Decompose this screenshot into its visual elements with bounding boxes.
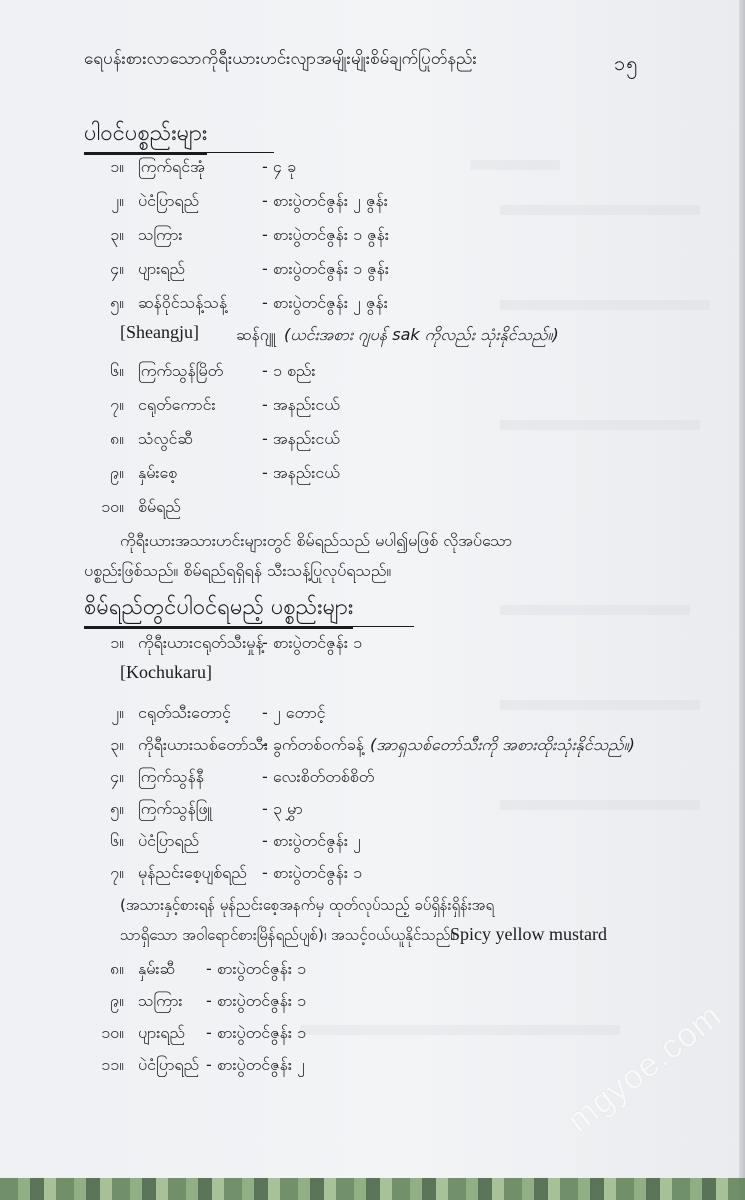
item-name: ပျားရည်: [138, 1023, 185, 1042]
item-number: ၁။: [110, 157, 124, 176]
item-name: ကိုရီးယားသစ်တော်သီး: [138, 735, 268, 754]
item-number: ၁၀။: [101, 1023, 124, 1042]
section-heading-marinade: စိမ်ရည်တွင်ပါဝင်ရမည့် ပစ္စည်းများ: [84, 592, 353, 629]
item-name: ပဲငံပြာရည်: [138, 191, 200, 210]
ingredient-item: [84, 958, 644, 988]
item-note: (အာရှသစ်တော်သီးကို အစားထိုးသုံးနိုင်သည်။): [370, 735, 635, 754]
ingredient-item: [84, 830, 644, 860]
ingredient-item: [84, 702, 644, 732]
item-name: ကြက်သွန်မြိတ်: [138, 361, 224, 380]
item-quantity: - စားပွဲတင်ဇွန်း ၁: [206, 959, 307, 978]
ingredient-item: [84, 462, 644, 492]
page-edge: [739, 0, 745, 1200]
item-name: မုန်ညင်းစေ့ပျစ်ရည်: [138, 863, 247, 882]
item-name: ပျားရည်: [138, 259, 185, 278]
ingredient-item: [84, 360, 644, 390]
ingredient-item: [84, 190, 644, 220]
ingredient-item: [84, 1054, 644, 1084]
item-name: ကြက်သွန်နီ: [138, 767, 205, 786]
ingredient-item: [84, 258, 644, 288]
item-name: နှမ်းဆီ: [138, 959, 175, 978]
note-line: သာရှိသော အဝါရောင်စားမြိန်ရည်ပျစ်)၊ အသင့်ဝယ်ယူနိုင်သည်။: [120, 926, 455, 944]
item-number: ၇။: [110, 395, 124, 414]
item-name: နှမ်းစေ့: [138, 463, 178, 482]
ingredient-item: [84, 734, 644, 764]
item-number: ၇။: [110, 863, 124, 882]
item-quantity: - လေးစိတ်တစ်စိတ်: [262, 767, 375, 786]
ingredient-item-extra: [84, 662, 644, 694]
item-quantity: - စားပွဲတင်ဇွန်း ၁ ဇွန်း: [262, 259, 389, 278]
ingredient-item: [84, 798, 644, 828]
ingredient-item: [84, 862, 644, 892]
heading-rule: [84, 152, 274, 153]
item-quantity: - စားပွဲတင်ဇွန်း ၁: [206, 991, 307, 1010]
item-quantity: - ၄ ခု: [262, 157, 296, 176]
item-quantity: - စားပွဲတင်ဇွန်း ၁: [262, 863, 363, 882]
note-latin: Spicy yellow mustard: [450, 924, 607, 944]
item-number: ၂။: [111, 703, 124, 722]
item-number: ၉။: [110, 463, 124, 482]
ingredient-item: [84, 156, 644, 186]
item-quantity: - အနည်းငယ်: [262, 463, 340, 482]
item-name: ဆန်ဝိုင်သန့်သန့်: [138, 293, 228, 312]
ingredient-item: [84, 1022, 644, 1052]
item-quantity: - စားပွဲတင်ဇွန်း ၂: [206, 1055, 305, 1074]
item-number: ၉။: [110, 991, 124, 1010]
item-number: ၆။: [110, 831, 124, 850]
ingredient-item: [84, 224, 644, 254]
item-name: သံလွင်ဆီ: [138, 429, 193, 448]
item-number: ၁၁။: [101, 1055, 124, 1074]
item-number: ၅။: [110, 293, 124, 312]
item-quantity: - ခွက်တစ်ဝက်ခန့်: [262, 735, 365, 754]
item-number: ၈။: [110, 959, 124, 978]
item-number: ၁။: [110, 633, 124, 652]
item-quantity: - စားပွဲတင်ဇွန်း ၂ ဇွန်း: [262, 293, 388, 312]
item-quantity: - ၁ စည်း: [262, 361, 316, 380]
item-name: သကြား: [138, 991, 183, 1010]
paragraph-line: ကိုရီးယားအသားဟင်းများတွင် စိမ်ရည်သည် မပါ၍မဖြစ် လိုအပ်သော: [120, 531, 513, 550]
item-note: (ယင်းအစား ဂျပန် sak ကိုလည်း သုံးနိုင်သည်။): [284, 325, 559, 344]
page-number: ၁၅: [614, 51, 639, 75]
item-name: ငရုတ်သီးတောင့်: [138, 703, 231, 722]
item-name: ကြက်သွန်ဖြူ: [138, 799, 213, 818]
item-number: ၁၀။: [101, 497, 124, 516]
item-name: ကိုရီးယားငရုတ်သီးမှုန့်: [138, 633, 264, 652]
item-quantity: - စားပွဲတင်ဇွန်း ၂ ဇွန်း: [262, 191, 388, 210]
item-name: ငရုတ်ကောင်း: [138, 395, 216, 414]
item-number: ၂။: [111, 191, 124, 210]
item-latin-name: [Kochukaru]: [120, 662, 212, 682]
item-name: စိမ်ရည်: [138, 497, 181, 516]
item-name: ပဲငံပြာရည်: [138, 831, 200, 850]
paragraph-line: ပစ္စည်းဖြစ်သည်။ စိမ်ရည်ရရှိရန် သီးသန့်ပြုလုပ်ရသည်။: [84, 561, 392, 580]
item-quantity: - အနည်းငယ်: [262, 429, 340, 448]
item-quantity: - အနည်းငယ်: [262, 395, 340, 414]
background-strip: [0, 1178, 745, 1200]
item-quantity: - ၃ မွှာ: [262, 799, 303, 818]
item-number: ၄။: [110, 767, 124, 786]
item-name: ကြက်ရင်အုံ: [138, 157, 205, 176]
ingredient-item: [84, 292, 644, 322]
section-heading-ingredients: ပါဝင်ပစ္စည်းများ: [84, 118, 207, 155]
ingredient-item: [84, 766, 644, 796]
item-quantity: - စားပွဲတင်ဇွန်း ၁: [262, 633, 363, 652]
item-quantity: - စားပွဲတင်ဇွန်း ၂: [262, 831, 361, 850]
ingredient-item: [84, 428, 644, 458]
ingredient-item-extra: [84, 322, 644, 354]
item-number: ၈။: [110, 429, 124, 448]
ingredient-item: [84, 496, 644, 526]
item-quantity: - စားပွဲတင်ဇွန်း ၁ ဇွန်း: [262, 225, 389, 244]
item-transliteration: ဆန်ဂျူ: [236, 325, 277, 344]
item-number: ၅။: [110, 799, 124, 818]
item-number: ၃။: [110, 735, 124, 754]
ingredient-item: [84, 990, 644, 1020]
item-name: ပဲငံပြာရည်: [138, 1055, 200, 1074]
item-number: ၆။: [110, 361, 124, 380]
item-quantity: - ၂ တောင့်: [262, 703, 326, 722]
heading-rule: [84, 626, 414, 627]
item-name: သကြား: [138, 225, 183, 244]
note-line: (အသားနှင့်စားရန် မုန်ညင်းစေ့အနက်မှ ထုတ်လုပ်သည့် ခပ်ရှိန်းရှိန်းအရ: [120, 896, 495, 914]
item-quantity: - စားပွဲတင်ဇွန်း ၁: [206, 1023, 307, 1042]
ingredient-item: [84, 394, 644, 424]
running-head: ရေပန်းစားလာသောကိုရီးယားဟင်းလျာအမျိုးမျိုးစိမ်ချက်ပြုတ်နည်း: [84, 49, 477, 69]
item-number: ၃။: [110, 225, 124, 244]
bleed-through: [500, 605, 690, 615]
watermark: mgyoe.com: [560, 996, 729, 1140]
item-number: ၄။: [110, 259, 124, 278]
ingredient-item: [84, 632, 644, 662]
item-latin-name: [Sheangju]: [120, 322, 199, 342]
